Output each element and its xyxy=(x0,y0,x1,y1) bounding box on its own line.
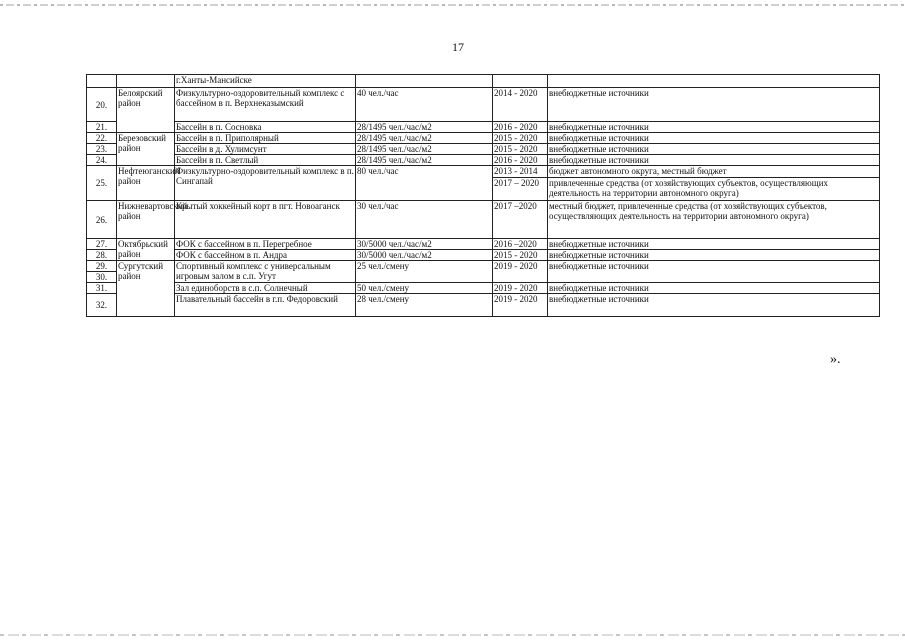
district-cell: Нижневартовский район xyxy=(117,201,175,239)
num-cell: 26. xyxy=(87,201,117,239)
table-row xyxy=(87,239,880,250)
table-row xyxy=(87,144,880,155)
object-cell: Плавательный бассейн в г.п. Федоровский xyxy=(175,294,356,317)
period-cell xyxy=(493,75,548,88)
period-cell: 2017 – 2020 xyxy=(493,178,548,201)
num-cell: 31. xyxy=(87,283,117,294)
capacity-cell: 40 чел./час xyxy=(356,88,493,122)
period-cell: 2019 - 2020 xyxy=(493,261,548,283)
object-cell: Спортивный комплекс с универсальным игровым залом в с.п. Угут xyxy=(175,261,356,283)
source-cell: внебюджетные источники xyxy=(548,261,880,283)
district-cell: Сургутский район xyxy=(117,261,175,317)
num-cell: 25. xyxy=(87,166,117,201)
num-cell: 30. xyxy=(87,272,117,283)
capacity-cell: 28 чел./смену xyxy=(356,294,493,317)
object-cell: Физкультурно-оздоровительный комплекс с бассейном в п. Верхнеказымский xyxy=(175,88,356,122)
period-cell: 2017 –2020 xyxy=(493,201,548,239)
num-cell: 24. xyxy=(87,155,117,166)
capacity-cell: 30/5000 чел./час/м2 xyxy=(356,250,493,261)
source-cell: привлеченные средства (от хозяйствующих субъектов, осуществляющих деятельность на территории автономного округа) xyxy=(548,178,880,201)
object-cell: ФОК с бассейном в п. Перегребное xyxy=(175,239,356,250)
period-cell: 2019 - 2020 xyxy=(493,283,548,294)
source-cell: местный бюджет, привлеченные средства (от хозяйствующих субъектов, осуществляющих деятельность на территории автономного округа) xyxy=(548,201,880,239)
period-cell: 2013 - 2014 xyxy=(493,166,548,178)
table-row xyxy=(87,294,880,317)
object-cell: Бассейн в д. Хулимсунт xyxy=(175,144,356,155)
table-row xyxy=(87,88,880,122)
source-cell: внебюджетные источники xyxy=(548,88,880,122)
district-cell: Березовский район xyxy=(117,133,175,166)
num-cell: 21. xyxy=(87,122,117,133)
num-cell: 32. xyxy=(87,294,117,317)
capacity-cell: 25 чел./смену xyxy=(356,261,493,283)
period-cell: 2015 - 2020 xyxy=(493,133,548,144)
district-cell xyxy=(117,75,175,88)
capacity-cell: 28/1495 чел./час/м2 xyxy=(356,133,493,144)
table-row xyxy=(87,201,880,239)
district-cell: Нефтеюганский район xyxy=(117,166,175,201)
num-cell xyxy=(87,75,117,88)
num-cell: 28. xyxy=(87,250,117,261)
closing-quote: ». xyxy=(830,352,841,367)
capacity-cell: 28/1495 чел./час/м2 xyxy=(356,144,493,155)
table-row xyxy=(87,250,880,261)
num-cell: 23. xyxy=(87,144,117,155)
district-cell: Белоярский район xyxy=(117,88,175,133)
period-cell: 2016 - 2020 xyxy=(493,122,548,133)
period-cell: 2016 - 2020 xyxy=(493,155,548,166)
object-cell: Бассейн в п. Сосновка xyxy=(175,122,356,133)
source-cell: внебюджетные источники xyxy=(548,294,880,317)
capacity-cell: 30 чел./час xyxy=(356,201,493,239)
scan-edge-bottom xyxy=(0,634,905,636)
scan-edge-top xyxy=(0,4,905,6)
table-row xyxy=(87,122,880,133)
object-cell: Крытый хоккейный корт в пгт. Новоаганск xyxy=(175,201,356,239)
capacity-cell: 30/5000 чел./час/м2 xyxy=(356,239,493,250)
capacity-cell: 28/1495 чел./час/м2 xyxy=(356,122,493,133)
period-cell: 2016 –2020 xyxy=(493,239,548,250)
source-cell: внебюджетные источники xyxy=(548,250,880,261)
source-cell: внебюджетные источники xyxy=(548,155,880,166)
source-cell xyxy=(548,75,880,88)
table-row xyxy=(87,155,880,166)
num-cell: 22. xyxy=(87,133,117,144)
object-cell: ФОК с бассейном в п. Андра xyxy=(175,250,356,261)
table-row xyxy=(87,166,880,178)
objects-table xyxy=(86,74,880,317)
source-cell: внебюджетные источники xyxy=(548,133,880,144)
table-row xyxy=(87,75,880,88)
period-cell: 2014 - 2020 xyxy=(493,88,548,122)
source-cell: бюджет автономного округа, местный бюджет xyxy=(548,166,880,178)
object-cell: Бассейн в п. Светлый xyxy=(175,155,356,166)
table-row xyxy=(87,261,880,272)
table-row xyxy=(87,133,880,144)
capacity-cell: 28/1495 чел./час/м2 xyxy=(356,155,493,166)
object-cell: Бассейн в п. Приполярный xyxy=(175,133,356,144)
district-cell: Октябрьский район xyxy=(117,239,175,261)
source-cell: внебюджетные источники xyxy=(548,122,880,133)
source-cell: внебюджетные источники xyxy=(548,144,880,155)
capacity-cell xyxy=(356,75,493,88)
table-row xyxy=(87,283,880,294)
object-cell: г.Ханты-Мансийске xyxy=(175,75,356,88)
num-cell: 20. xyxy=(87,88,117,122)
num-cell: 29. xyxy=(87,261,117,272)
period-cell: 2015 - 2020 xyxy=(493,144,548,155)
page-number: 17 xyxy=(452,40,464,54)
source-cell: внебюджетные источники xyxy=(548,239,880,250)
period-cell: 2019 - 2020 xyxy=(493,294,548,317)
object-cell: Физкультурно-оздоровительный комплекс в п. Сингапай xyxy=(175,166,356,201)
period-cell: 2015 - 2020 xyxy=(493,250,548,261)
source-cell: внебюджетные источники xyxy=(548,283,880,294)
num-cell: 27. xyxy=(87,239,117,250)
capacity-cell: 80 чел./час xyxy=(356,166,493,201)
object-cell: Зал единоборств в с.п. Солнечный xyxy=(175,283,356,294)
capacity-cell: 50 чел./смену xyxy=(356,283,493,294)
